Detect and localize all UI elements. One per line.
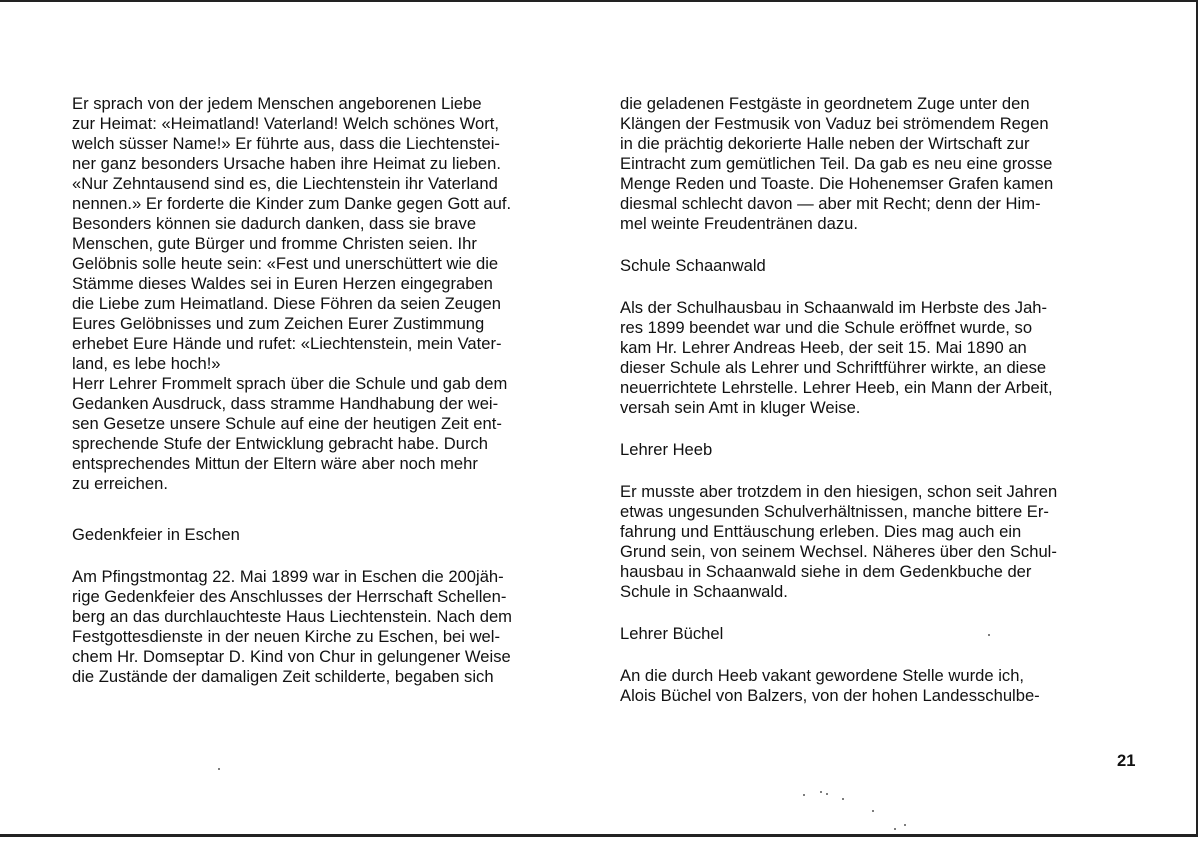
scan-speck: [218, 768, 220, 770]
right-column: [620, 94, 1137, 706]
heading-schule-schaanwald: Schule Schaanwald: [620, 256, 766, 275]
scan-speck: [988, 634, 990, 636]
spacer: [72, 545, 589, 567]
paragraph-festgaeste: die geladenen Festgäste in geordnetem Zuge unter den Klängen der Festmusik von Vaduz bei strömendem Regen in die prächtig dekorierte Halle neben der Wirtschaft zur Eintracht zum gemütlichen Teil. Da gab es neu eine grosse Menge Reden und Toaste. Die Hohenemser Grafen kamen diesmal schlecht davon — aber mit Recht; denn der Him- mel weinte Freudentränen dazu.: [620, 94, 1054, 233]
paragraph-pfingstmontag: Am Pfingstmontag 22. Mai 1899 war in Eschen die 200jäh- rige Gedenkfeier des Anschlusses der Herrschaft Schellen- berg an das durchlauchteste Haus Liechtenstein. Nach dem Festgottesdienste in der neuen Kirche zu Eschen, bei wel- chem Hr. Domseptar D. Kind von Chur in gelungener Weise die Zustände der damaligen Zeit schilderte, begaben sich: [72, 567, 513, 686]
spacer: [72, 494, 589, 525]
spacer: [620, 234, 1137, 256]
heading-lehrer-heeb: Lehrer Heeb: [620, 440, 713, 459]
left-column: [72, 94, 589, 687]
scan-speck: [820, 791, 822, 793]
paragraph-frommelt-speech: Herr Lehrer Frommelt sprach über die Schule und gab dem Gedanken Ausdruck, dass stramme Handhabung der wei- sen Gesetze unsere Schule auf eine der heutigen Zeit ent- sprechende Stufe der Entwicklung gebracht habe. Durch entsprechendes Mittun der Eltern wäre aber noch mehr zu erreichen.: [72, 374, 508, 493]
spacer: [620, 644, 1137, 666]
scan-speck: [803, 794, 805, 796]
spacer: [620, 276, 1137, 298]
paragraph-heimat-speech: Er sprach von der jedem Menschen angeborenen Liebe zur Heimat: «Heimatland! Vaterland! Welch schönes Wort, welch süsser Name!» Er führte aus, dass die Liechtenstei- ner ganz besonders Ursache haben ihre Heimat zu lieben. «Nur Zehntausend sind es, die Liechtenstein ihr Vaterland nennen.» Er forderte die Kinder zum Danke gegen Gott auf. Besonders können sie dadurch danken, dass sie brave Menschen, gute Bürger und fromme Christen seien. Ihr Gelöbnis solle heute sein: «Fest und unerschüttert wie die Stämme dieses Waldes sei in Euren Herzen eingegraben die Liebe zum Heimatland. Diese Föhren da seien Zeugen Eures Gelöbnisses und zum Zeichen Eurer Zustimmung erhebet Eure Hände und rufet: «Liechtenstein, mein Vater- land, es lebe hoch!»: [72, 94, 512, 373]
scan-speck: [842, 798, 844, 800]
scan-speck: [872, 810, 874, 812]
paragraph-vakante-stelle: An die durch Heeb vakant gewordene Stelle wurde ich, Alois Büchel von Balzers, von der hohen Landesschulbe-: [620, 666, 1040, 705]
scan-speck: [826, 793, 828, 795]
scan-speck: [894, 828, 896, 830]
paragraph-schulhausbau: Als der Schulhausbau in Schaanwald im Herbste des Jah- res 1899 beendet war und die Schule eröffnet wurde, so kam Hr. Lehrer Andreas Heeb, der seit 15. Mai 1890 an dieser Schule als Lehrer und Schriftführer wirkte, an diese neuerrichtete Lehrstelle. Lehrer Heeb, ein Mann der Arbeit, versah sein Amt in kluger Weise.: [620, 298, 1053, 417]
heading-gedenkfeier-eschen: Gedenkfeier in Eschen: [72, 525, 240, 544]
heading-lehrer-buechel: Lehrer Büchel: [620, 624, 724, 643]
page-number: 21: [1117, 751, 1136, 770]
spacer: [620, 602, 1137, 624]
scan-speck: [904, 824, 906, 826]
paragraph-schulverhaeltnisse: Er musste aber trotzdem in den hiesigen, schon seit Jahren etwas ungesunden Schulverhältnissen, manche bittere Er- fahrung und Enttäuschung erleben. Dies mag auch ein Grund sein, von seinem Wechsel. Näheres über den Schul- hausbau in Schaanwald siehe in dem Gedenkbuche der Schule in Schaanwald.: [620, 482, 1058, 601]
spacer: [620, 460, 1137, 482]
spacer: [620, 418, 1137, 440]
